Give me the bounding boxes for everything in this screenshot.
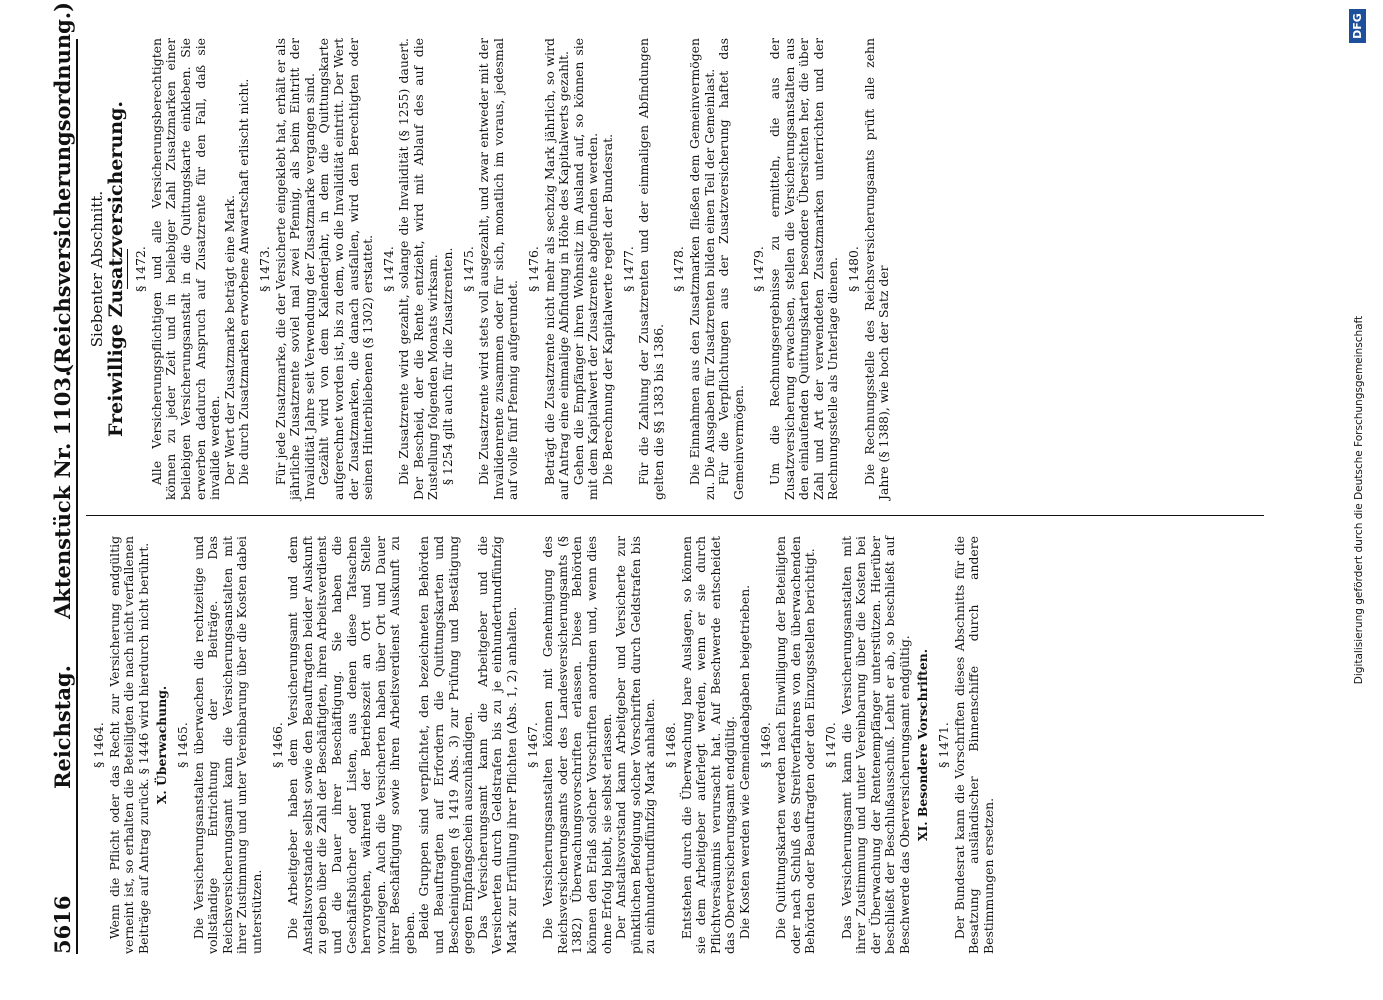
section-number: § 1467.: [524, 722, 540, 768]
section-number: § 1474.: [380, 246, 396, 292]
section-number: § 1478.: [671, 246, 687, 292]
paragraph: Die Versicherungsanstalten überwachen die rechtzeitige und vollständige Entrichtung der Beiträge. Das Reichsversicherungsamt kann die Versicherungsanstalten mit ihrer Zustimmung und unter Vereinbarung über die Kosten dabei unterstützen.: [190, 536, 264, 954]
running-header: [48, 1, 78, 954]
section-number: § 1473.: [256, 246, 272, 292]
paragraph: Entstehen durch die Überwachung bare Auslagen, so können sie dem Arbeitgeber auferlegt werden, wenn er sie durch Pflichtversäumnis verursacht hat. Auf Beschwerde entscheidet das Oberversicherungsamt endgültig.: [678, 536, 738, 954]
left-column: [86, 536, 996, 954]
page-number: 5616: [50, 895, 75, 954]
section-number: § 1469.: [757, 722, 773, 768]
part-heading: XI. Besondere Vorschriften.: [915, 648, 931, 842]
paragraph: Die Zusatzrente wird stets voll ausgezahlt, und zwar entweder mit der Invalidenrente zusammen oder für sich, monatlich im voraus, jedesmal auf volle fünf Pfennig aufgerundet.: [476, 38, 521, 500]
header-left: Reichstag.: [50, 665, 75, 789]
section-number: § 1475.: [460, 246, 476, 292]
paragraph: Die Zusatzrente wird gezahlt, solange die Invalidität (§ 1255) dauert. Der Bescheid, der die Rente entzieht, wird mit Ablauf des auf die Zustellung folgenden Monats wirksam.: [396, 38, 441, 500]
section-number: § 1479.: [751, 246, 767, 292]
paragraph: Wenn die Pflicht oder das Recht zur Versicherung endgültig verneint ist, so erhalten die Beteiligten die nach nicht verfallenen Beiträge auf Antrag zurück. § 1446 wird hierdurch nicht berührt.: [106, 536, 151, 954]
section-number: § 1480.: [845, 246, 861, 292]
right-column: [86, 38, 892, 500]
paragraph: Für jede Zusatzmarke, die der Versicherte eingeklebt hat, erhält er als jährliche Zusatzrente soviel mal zwei Pfennig, als beim Eintritt der Invalidität Jahre seit Verwendung der Zusatzmarke vergangen sind.: [272, 38, 317, 500]
paragraph: Für die Verpflichtungen aus der Zusatzversicherung haftet das Gemeinvermögen.: [716, 38, 746, 500]
chapter-title: Siebenter Abschnitt.: [88, 190, 106, 348]
paragraph: Der Anstaltsvorstand kann Arbeitgeber und Versicherte zur pünktlichen Befolgung solcher Vorschriften durch Geldstrafen bis zu einhundertundfünfzig Mark anhalten.: [613, 536, 658, 954]
paragraph: Die Quittungskarten werden nach Einwilligung der Beteiligten oder nach Schluß des Streitverfahrens von den überwachenden Behörden oder Beauftragten oder den Einzugsstellen berichtigt.: [773, 536, 818, 954]
dfg-logo: DFG: [1349, 9, 1366, 43]
paragraph: Die Versicherungsanstalten können mit Genehmigung des Reichsversicherungsamts oder des Landesversicherungsamts (§ 1382) Überwachungsvorschriften erlassen. Diese Behörden können den Erlaß solcher Vorschriften anordnen und, wenn dies ohne Erfolg bleibt, sie selbst erlassen.: [540, 536, 614, 954]
section-number: § 1471.: [936, 722, 952, 768]
paragraph: Beide Gruppen sind verpflichtet, den bezeichneten Behörden und Beauftragten auf Erfordern die Quittungskarten und Bescheinigungen (§ 1419 Abs. 3) zur Prüfung und Bestätigung gegen Empfangschein auszuhändigen.: [416, 536, 476, 954]
paragraph: Die Arbeitgeber haben dem Versicherungsamt und dem Anstaltsvorstande selbst sowie den Beauftragten beider Auskunft zu geben über die Zahl der Beschäftigten, ihren Arbeitsverdienst und die Dauer ihrer Beschäftigung. Sie haben die Geschäftsbücher oder Listen, aus denen diese Tatsachen hervorgehen, während der Betriebszeit an Ort und Stelle vorzulegen. Auch die Versicherten haben über Ort und Dauer ihrer Beschäftigung sowie ihren Arbeitsverdienst Auskunft zu geben.: [285, 536, 417, 954]
paragraph: Das Versicherungsamt kann die Versicherungsanstalten mit ihrer Zustimmung und unter Vereinbarung über die Kosten bei der Überwachung der Rentenempfänger unterstützen. Hierüber beschließt der Beschlußausschuß. Lehnt er ab, so beschließt auf Beschwerde das Oberversicherungsamt endgültig.: [838, 536, 912, 954]
paragraph: Der Wert der Zusatzmarke beträgt eine Mark.: [221, 194, 237, 486]
separator-rule: [127, 249, 128, 289]
section-number: § 1468.: [662, 722, 678, 768]
digitization-credit: Digitalisierung gefördert durch die Deutsche Forschungsgemeinschaft: [1353, 315, 1365, 685]
header-center: Aktenstück Nr. 1103.: [50, 369, 75, 619]
section-number: § 1466.: [269, 722, 285, 768]
paragraph: Beträgt die Zusatzrente nicht mehr als sechzig Mark jährlich, so wird auf Antrag eine einmalige Abfindung in Höhe des Kapitalwerts gezahlt.: [541, 38, 572, 500]
header-right: (Reichsversicherungsordnung.): [50, 1, 75, 374]
paragraph: Um die Rechnungsergebnisse zu ermitteln, die aus der Zusatzversicherung erwachsen, stellen die Versicherungsanstalten aus den einlaufenden Quittungskarten besondere Übersichten her, die über Zahl und Art der verwendeten Zusatzmarken unterrichten und der Rechnungsstelle als Unterlage dienen.: [766, 38, 841, 500]
paragraph: Für die Zahlung der Zusatzrenten und der einmaligen Abfindungen gelten die §§ 1383 bis 1386.: [636, 38, 666, 500]
column-divider: [86, 515, 1264, 516]
chapter-subtitle: Freiwillige Zusatzversicherung.: [104, 101, 127, 438]
paragraph: Die Kosten werden wie Gemeindeabgaben beigetrieben.: [736, 584, 752, 940]
paragraph: Das Versicherungsamt kann die Arbeitgeber und die Versicherten durch Geldstrafen bis zu je einhundertundfünfzig Mark zur Erfüllung ihrer Pflichten (Abs. 1, 2) anhalten.: [474, 536, 520, 954]
section-number: § 1472.: [133, 246, 149, 292]
paragraph: Die Berechnung der Kapitalwerte regelt der Bundesrat.: [600, 133, 615, 486]
section-number: § 1465.: [174, 722, 190, 768]
section-number: § 1470.: [822, 722, 838, 768]
paragraph: Der Bundesrat kann die Vorschriften dieses Abschnitts für die Besatzung ausländischer Binnenschiffe durch andere Bestimmungen ersetzen.: [951, 536, 996, 954]
paragraph: Gezählt wird von dem Kalenderjahr, in dem die Quittungskarte aufgerechnet worden ist, bis zu dem, wo die Invalidität eintritt. Der Wert der Zusatzmarken, die danach ausfallen, wird den Berechtigten oder seinen Hinterbliebenen (§ 1302) erstattet.: [316, 38, 376, 500]
paragraph: Die durch Zusatzmarken erworbene Anwartschaft erlischt nicht.: [236, 78, 252, 486]
section-number: § 1464.: [91, 722, 106, 768]
paragraph: Die Einnahmen aus den Zusatzmarken fließen dem Gemeinvermögen zu. Die Ausgaben für Zusatzrenten bilden einen Teil der Gemeinlast.: [686, 38, 717, 500]
paragraph: Die Rechnungsstelle des Reichsversicherungsamts prüft alle zehn Jahre (§ 1388), wie hoch der Satz der: [861, 38, 892, 500]
part-heading: X. Überwachung.: [154, 685, 170, 805]
paragraph: Gehen die Empfänger ihren Wohnsitz im Ausland auf, so können sie mit dem Kapitalwert der Zusatzrente abgefunden werden.: [570, 38, 601, 500]
paragraph: § 1254 gilt auch für die Zusatzrenten.: [440, 247, 456, 486]
section-number: § 1477.: [620, 246, 636, 292]
section-number: § 1476.: [526, 246, 542, 292]
paragraph: Alle Versicherungspflichtigen und alle Versicherungsberechtigten können zu jeder Zeit und in beliebiger Zahl Zusatzmarken einer beliebigen Versicherungsanstalt in die Quittungskarte einkleben. Sie erwerben dadurch Anspruch auf Zusatzrente für den Fall, daß sie invalide werden.: [148, 38, 223, 500]
